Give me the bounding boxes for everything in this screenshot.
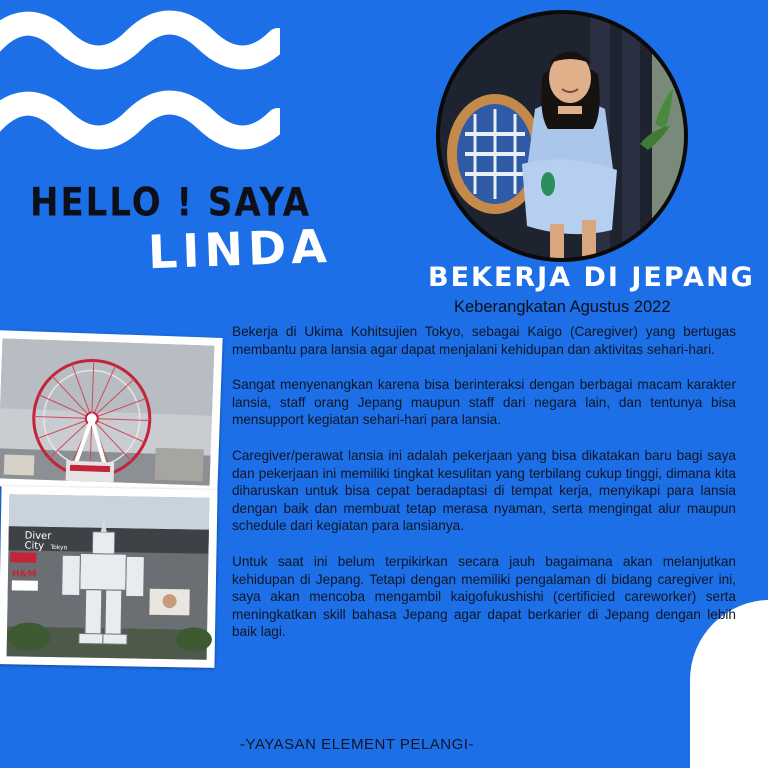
description xyxy=(232,323,736,659)
paragraph-3: Caregiver/perawat lansia ini adalah pekerjaan yang bisa dikatakan baru bagi saya dan pekerjaan ini memiliki tingkat kesulitan yang terbilang cukup tinggi, dimana kita diharuskan untuk bisa cepat beradaptasi di tempat kerja, menyikapi para lansia dengan baik dan membuat tetap merasa nyaman, serta mengingat alur maupun schedule dari kegiatan para lansianya. xyxy=(232,447,736,534)
ferris-wheel-photo xyxy=(0,330,223,494)
portrait-photo xyxy=(436,10,688,262)
departure-date: Keberangkatan Agustus 2022 xyxy=(454,298,671,316)
wave-top xyxy=(0,23,278,58)
job-title: BEKERJA DI JEPANG xyxy=(428,262,755,293)
greeting-heading: HELLO ! SAYA xyxy=(30,180,312,226)
gundam-statue-photo xyxy=(0,486,218,668)
gundam-statue-illustration xyxy=(0,486,218,668)
sign-text-diver: Diver xyxy=(24,530,52,543)
organization-footer: -YAYASAN ELEMENT PELANGI- xyxy=(240,736,474,753)
ferris-wheel-illustration xyxy=(0,330,223,494)
store-sign: H&M xyxy=(11,569,37,580)
sign-text-city: City xyxy=(24,540,45,552)
wave-decoration xyxy=(0,0,280,180)
paragraph-2: Sangat menyenangkan karena bisa berinteraksi dengan berbagai macam karakter lansia, staff orang Jepang maupun staff dari negara lain, dan tentunya bisa mensupport kegiatan sehari-hari para lansia. xyxy=(232,377,736,428)
paragraph-4: Untuk saat ini belum terpikirkan secara jauh bagaimana akan melanjutkan kehidupan di Jepang. Tetapi dengan memiliki pengalaman di bidang caregiver ini, saya akan mencoba mengambil kaigofukushishi (certificied careworker) serta meningkatkan skill bahasa Jepang agar dapat berkarier di Jepang dengan lebih baik lagi. xyxy=(232,553,736,640)
wave-bottom xyxy=(0,103,278,138)
portrait-illustration xyxy=(440,14,684,258)
paragraph-1: Bekerja di Ukima Kohitsujien Tokyo, sebagai Kaigo (Caregiver) yang bertugas membantu para lansia agar dapat menjalani kehidupan dan aktivitas sehari-hari. xyxy=(232,324,736,357)
sign-text-tokyo: Tokyo xyxy=(50,543,68,552)
name-heading: LINDA xyxy=(147,218,333,280)
